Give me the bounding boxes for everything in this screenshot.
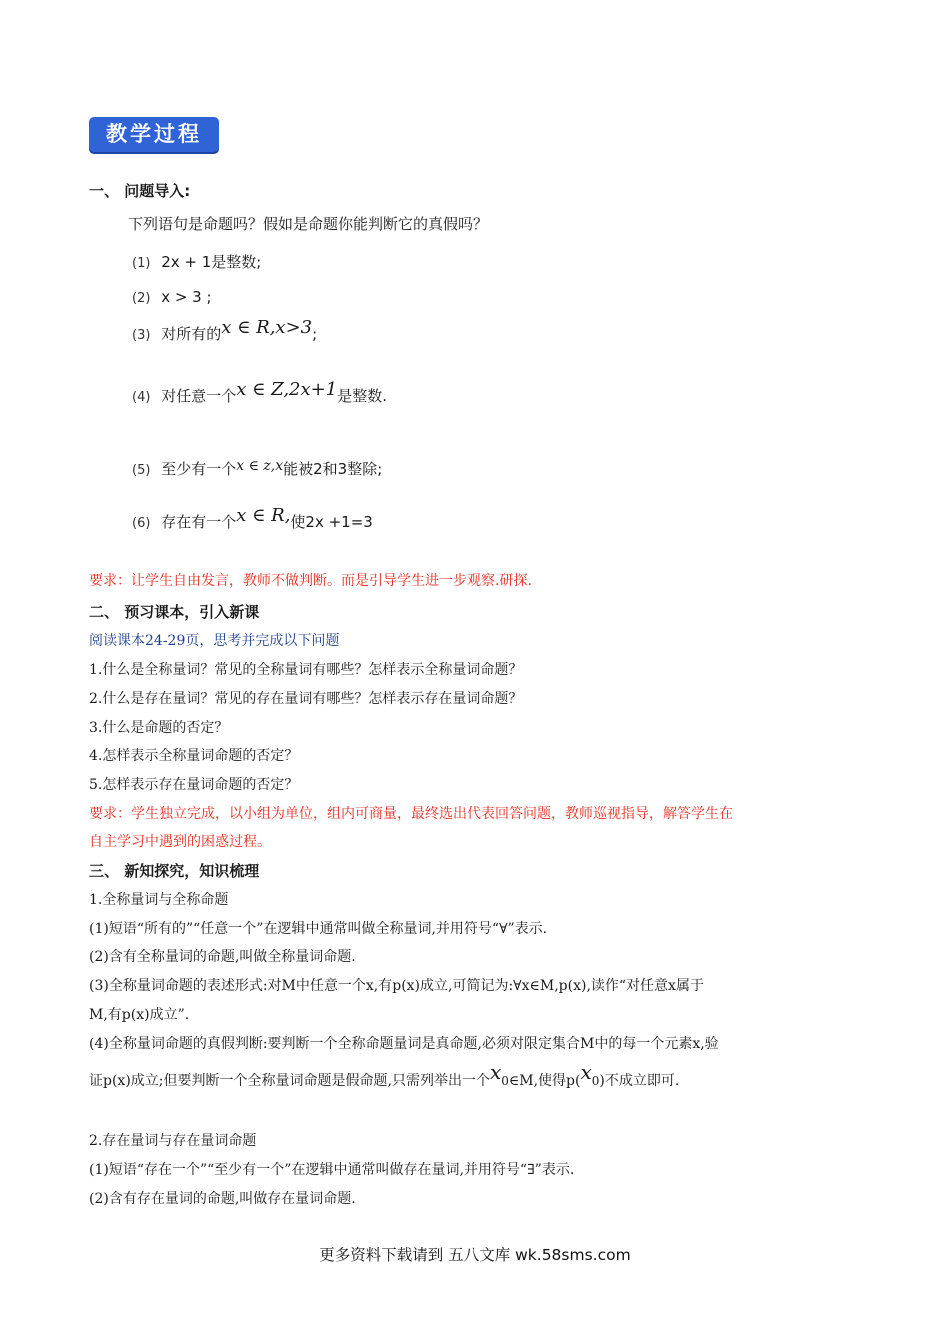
part1-line-1: (1)短语“所有的”“任意一个”在逻辑中通常叫做全称量词,并用符号“∀”表示.: [89, 921, 548, 937]
section2-heading: 二、 预习课本，引入新课: [89, 603, 260, 621]
item-3-pre: 对所有的: [161, 325, 222, 343]
part1-line-6: [89, 1060, 680, 1090]
part1-line-6-b: ∈M,使得p(: [508, 1073, 581, 1089]
item-3: [132, 317, 318, 344]
item-6-pre: 存在有一个: [161, 513, 237, 531]
item-5-math: x ∈ z,x: [236, 458, 284, 474]
section1-question: 下列语句是命题吗？假如是命题你能判断它的真假吗？: [128, 215, 489, 233]
section2-requirement-line1: 要求：学生独立完成，以小组为单位，组内可商量，最终选出代表回答问题，教师巡视指导，解答学生在: [89, 806, 733, 822]
part1-title: 1.全称量词与全称命题: [89, 892, 229, 908]
part1-line-5: (4)全称量词命题的真假判断:要判断一个全称命题量词是真命题,必须对限定集合M中的每一个元素x,验: [89, 1036, 719, 1052]
item-5: [132, 458, 382, 479]
part2-title: 2.存在量词与存在量词命题: [89, 1133, 257, 1149]
item-4-math: x ∈ Z,2x+1: [236, 379, 338, 400]
x0-subscript-2: 0: [591, 1074, 600, 1088]
part1-line-6-c: )不成立即可.: [599, 1073, 680, 1089]
item-6: [132, 505, 373, 532]
section1-heading: 一、 问题导入:: [89, 182, 191, 200]
part1-line-3: (3)全称量词命题的表述形式:对M中任意一个x,有p(x)成立,可简记为:∀x∈M,p(x),读作“对任意x属于: [89, 978, 704, 994]
section2-question-1: 1.什么是全称量词？常见的全称量词有哪些？怎样表示全称量词命题？: [89, 662, 523, 678]
item-1: [132, 251, 261, 272]
item-6-math: x ∈ R,: [236, 505, 291, 526]
x0-symbol-2: x: [580, 1060, 592, 1084]
item-4-num: (4): [132, 390, 151, 405]
item-1-num: (1): [132, 256, 151, 271]
section2-question-5: 5.怎样表示存在量词命题的否定？: [89, 777, 299, 793]
item-4-pre: 对任意一个: [161, 387, 237, 405]
section1-requirement: 要求：让学生自由发言，教师不做判断。而是引导学生进一步观察.研探.: [89, 573, 532, 589]
item-3-post: ;: [312, 325, 318, 343]
item-2-text: x > 3 ;: [161, 288, 212, 306]
item-2: [132, 288, 212, 306]
item-5-post: 能被2和3整除;: [283, 460, 383, 478]
part1-line-4: M,有p(x)成立”.: [89, 1007, 190, 1023]
item-6-post: 使2x +1=3: [290, 513, 373, 531]
item-3-num: (3): [132, 328, 151, 343]
footer-text: 更多资料下载请到 五八文库 wk.58sms.com: [319, 1246, 631, 1264]
item-4: [132, 379, 387, 406]
item-5-num: (5): [132, 463, 151, 478]
item-2-num: (2): [132, 291, 151, 306]
section-badge: 教学过程: [89, 117, 219, 152]
part1-line-2: (2)含有全称量词的命题,叫做全称量词命题.: [89, 949, 356, 965]
section3-heading: 三、 新知探究，知识梳理: [89, 862, 260, 880]
item-6-num: (6): [132, 516, 151, 531]
part2-line-2: (2)含有存在量词的命题,叫做存在量词命题.: [89, 1191, 356, 1207]
section2-question-3: 3.什么是命题的否定？: [89, 720, 229, 736]
item-1-text: 2x + 1是整数;: [161, 253, 262, 271]
part1-line-6-a: 证p(x)成立;但要判断一个全称量词命题是假命题,只需列举出一个: [89, 1073, 490, 1089]
item-5-pre: 至少有一个: [161, 460, 237, 478]
section2-question-2: 2.什么是存在量词？常见的存在量词有哪些？怎样表示存在量词命题？: [89, 691, 523, 707]
part2-line-1: (1)短语“存在一个”“至少有一个”在逻辑中通常叫做存在量词,并用符号“∃”表示.: [89, 1162, 575, 1178]
item-4-post: 是整数.: [337, 387, 387, 405]
section2-question-4: 4.怎样表示全称量词命题的否定？: [89, 748, 299, 764]
section2-reading: 阅读课本24-29页，思考并完成以下问题: [89, 633, 340, 649]
section2-requirement-line2: 自主学习中遇到的困惑过程。: [89, 834, 271, 850]
item-3-math: x ∈ R,x>3: [221, 317, 313, 338]
x0-symbol: x: [489, 1060, 502, 1084]
x0-subscript: 0: [501, 1074, 509, 1088]
